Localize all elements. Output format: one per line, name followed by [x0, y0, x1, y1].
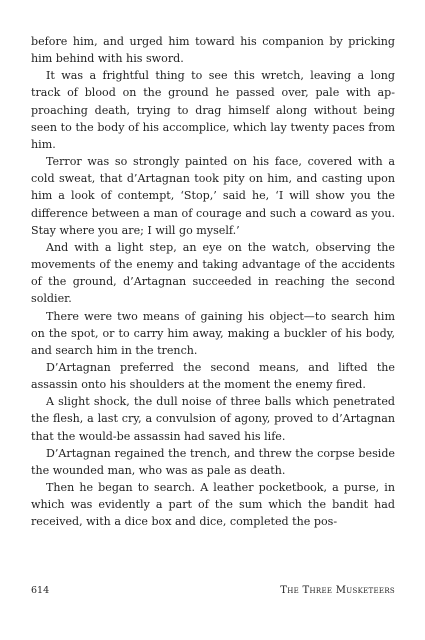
paragraph: A slight shock, the dull noise of three balls which penetrated the flesh, a last cry, a convulsion of agony, proved to d’Artagnan that the would-be assassin had saved his life.: [31, 395, 395, 443]
running-title: The Three Musketeers: [280, 585, 395, 596]
paragraph: D’Artagnan regained the trench, and threw the corpse beside the wounded man, who was as pale as death.: [31, 446, 395, 477]
paragraph: Then he began to search. A leather pocketbook, a purse, in which was evidently a part of the sum which the bandit had received, with a dice box and dice, completed the pos-: [31, 481, 395, 529]
page-footer: [31, 585, 395, 601]
paragraph: D’Artagnan preferred the second means, and lifted the assassin onto his shoulders at the moment the enemy fired.: [31, 360, 395, 392]
paragraph: Terror was so strongly painted on his face, covered with a cold sweat, that d’Artagnan took pity on him, and casting upon him a look of contempt, ‘Stop,’ said he, ‘I will show you the difference between a man of courage and such a coward as you. Stay where you are; I will go myself.’: [31, 155, 395, 237]
paragraph: There were two means of gaining his object—to search him on the spot, or to carry him away, making a buckler of his body, and search him in the trench.: [31, 309, 395, 357]
page-body: [31, 33, 395, 531]
paragraph: It was a frightful thing to see this wretch, leaving a long track of blood on the ground he passed over, pale with approaching death, trying to drag himself along without being seen to the body of his accomplice, which lay twenty paces from him.: [31, 69, 395, 151]
paragraph: And with a light step, an eye on the watch, observing the movements of the enemy and taking advantage of the accidents of the ground, d’Artagnan succeeded in reaching the second soldier.: [31, 240, 395, 306]
page-number: 614: [31, 585, 50, 596]
paragraph: before him, and urged him toward his companion by pricking him behind with his sword.: [31, 35, 395, 66]
